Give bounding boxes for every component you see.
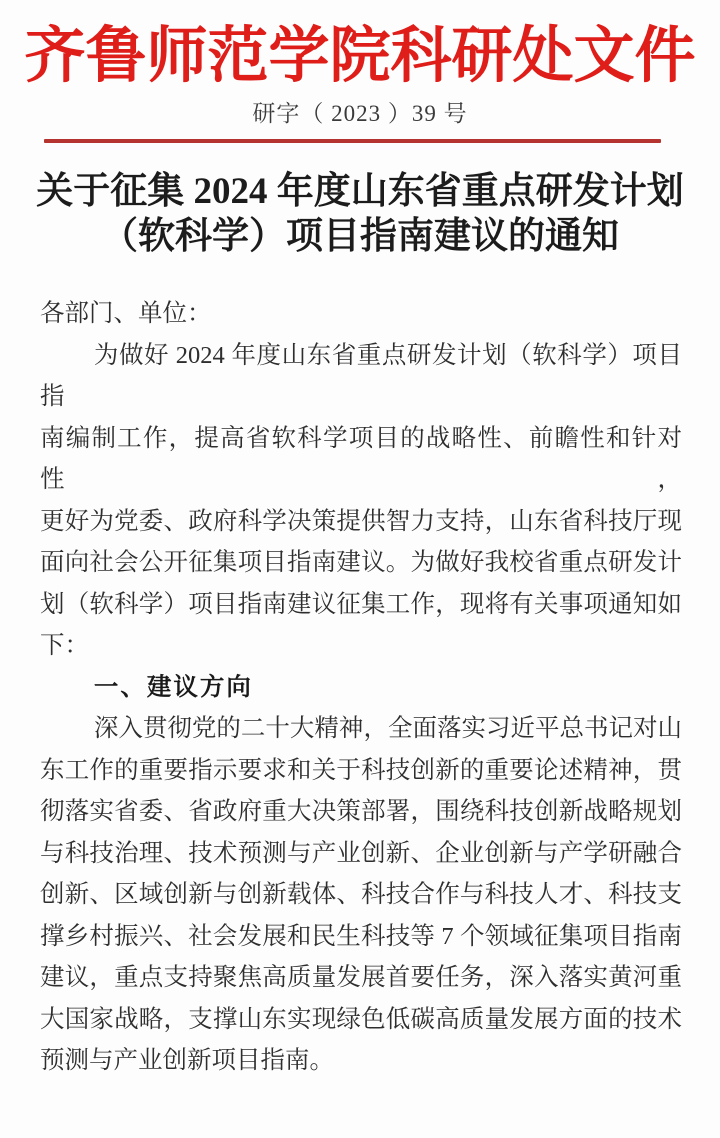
document-title	[30, 169, 690, 259]
document-title-line1: 关于征集 2024 年度山东省重点研发计划	[36, 171, 684, 212]
body-line: 与科技治理、技术预测与产业创新、企业创新与产学研融合	[40, 839, 682, 867]
body-line: 各部门、单位：	[40, 300, 212, 327]
body-line: 撑乡村振兴、社会发展和民生科技等 7 个领域征集项目指南	[40, 922, 682, 950]
body-line: 面向社会公开征集项目指南建议。为做好我校省重点研发计	[40, 549, 682, 576]
body-line: 更好为党委、政府科学决策提供智力支持，山东省科技厅现	[40, 507, 682, 535]
document-org-title: 齐鲁师范学院科研处文件	[24, 23, 696, 90]
document-body	[40, 293, 682, 1082]
red-divider-line	[44, 139, 661, 143]
body-line: 深入贯彻党的二十大精神，全面落实习近平总书记对山	[93, 715, 682, 742]
body-line: 预测与产业创新项目指南。	[40, 1047, 334, 1074]
body-line: 建议，重点支持聚焦高质量发展首要任务，深入落实黄河重	[40, 964, 682, 991]
body-line: 大国家战略，支撑山东实现绿色低碳高质量发展方面的技术	[40, 1005, 682, 1033]
body-line: 为做好 2024 年度山东省重点研发计划（软科学）项目指	[40, 341, 682, 410]
body-line: 东工作的重要指示要求和关于科技创新的重要论述精神，贯	[40, 756, 682, 784]
document-header	[0, 20, 720, 143]
body-line: 南编制工作，提高省软科学项目的战略性、前瞻性和针对性，	[40, 424, 682, 493]
document-number: 研字（ 2023 ）39 号	[252, 101, 468, 126]
body-line: 创新、区域创新与创新载体、科技合作与科技人才、科技支	[40, 881, 682, 908]
body-line: 彻落实省委、省政府重大决策部署，围绕科技创新战略规划	[40, 798, 682, 825]
body-line: 划（软科学）项目指南建议征集工作，现将有关事项通知如	[40, 590, 682, 618]
section-heading: 一、建议方向	[93, 673, 253, 701]
document-title-line2: （软科学）项目指南建议的通知	[101, 216, 619, 257]
body-line: 下：	[40, 632, 89, 659]
